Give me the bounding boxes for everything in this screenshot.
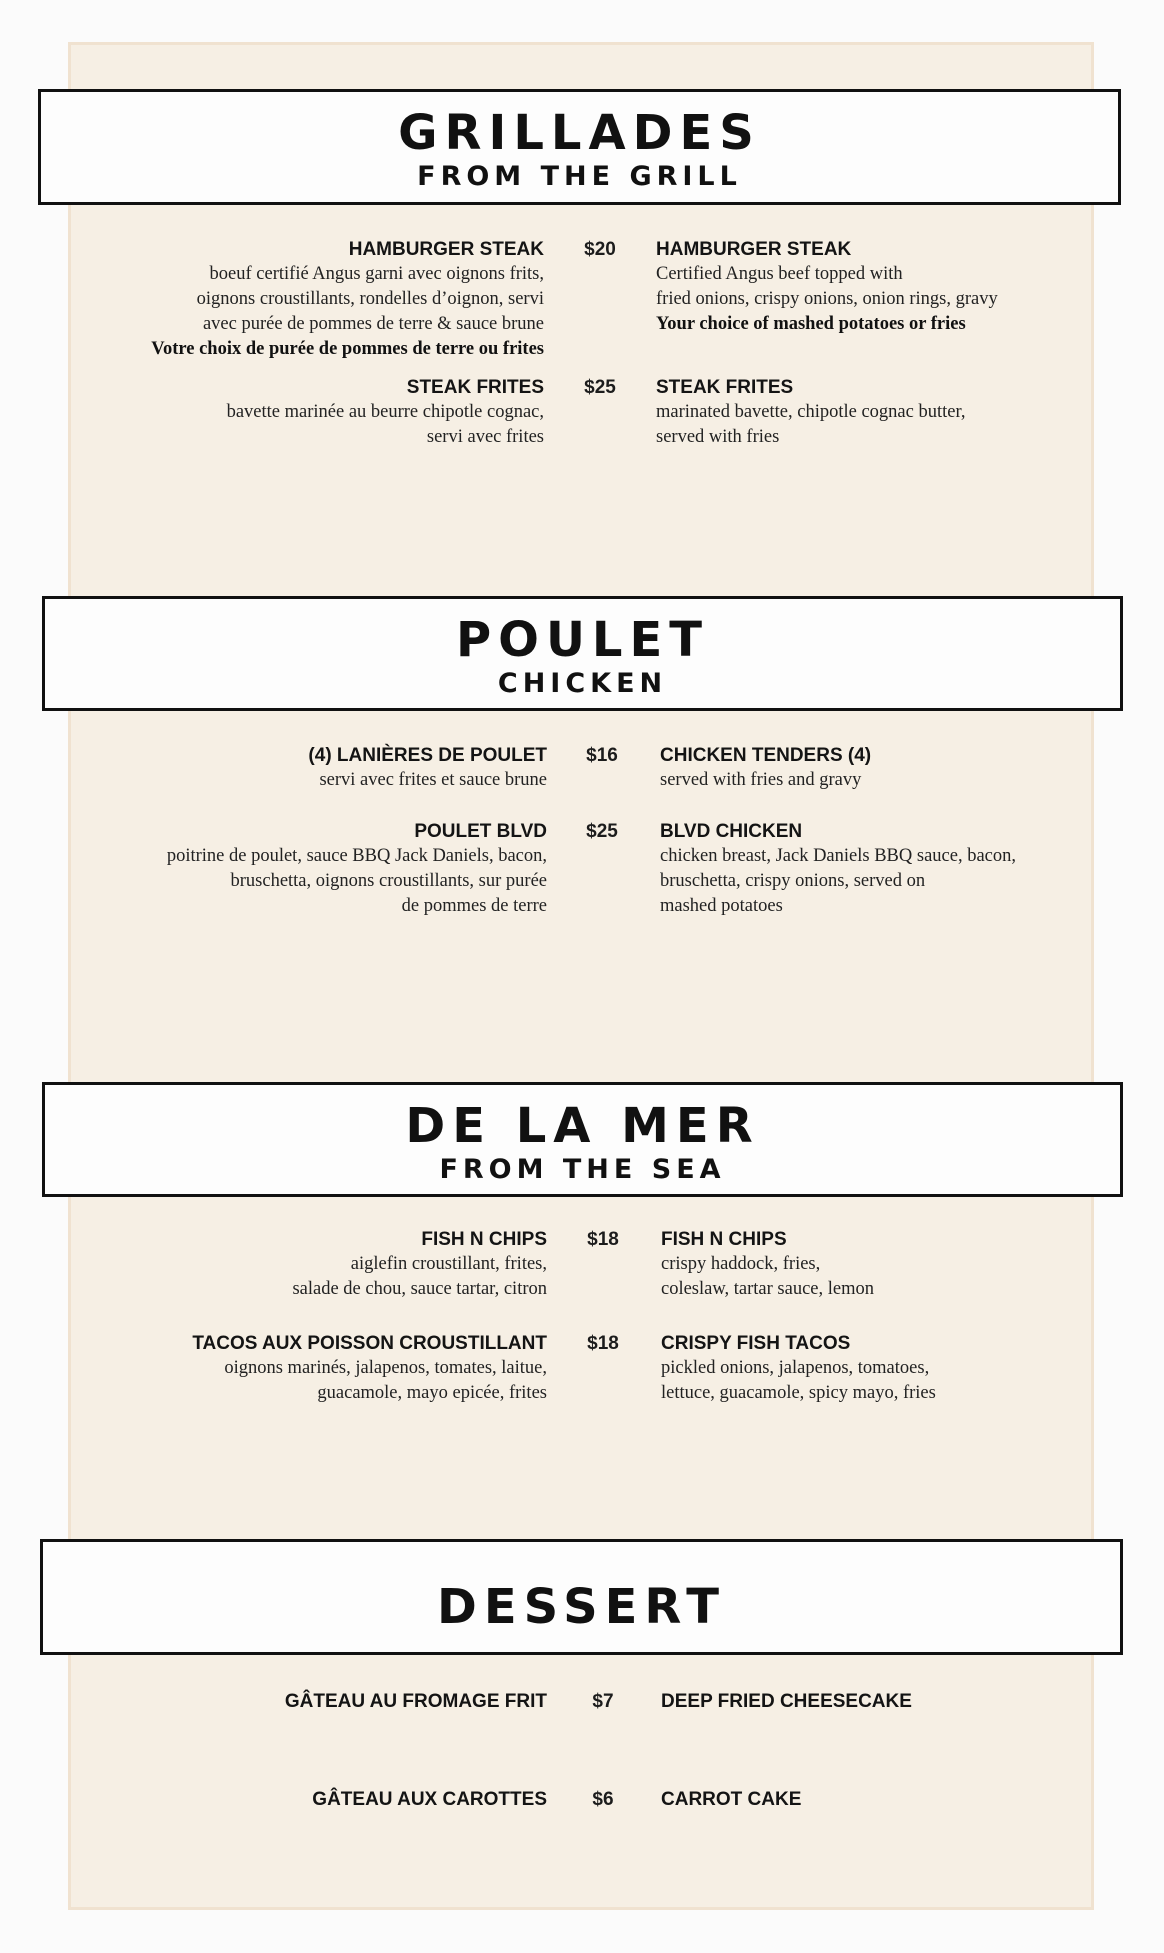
item-desc-fr-line: guacamole, mayo epicée, frites [317,1383,547,1403]
item-desc-fr-line: bruschetta, oignons croustillants, sur purée [230,871,547,891]
item-desc-fr-line: de pommes de terre [401,896,547,916]
item-price: $18 [587,1333,619,1354]
item-price: $16 [586,745,618,766]
item-name-fr: GÂTEAU AUX CAROTTES [312,1789,547,1810]
item-name-en: FISH N CHIPS [661,1229,787,1250]
item-price: $25 [586,821,618,842]
item-desc-en-line: bruschetta, crispy onions, served on [660,871,926,891]
section-header-chicken [42,596,1123,711]
item-en [656,237,1126,337]
section-header-dessert [40,1539,1123,1655]
item-name-en: STEAK FRITES [656,377,794,398]
item-desc-fr-line: bavette marinée au beurre chipotle cognac, [226,402,544,422]
item-desc-en-line: coleslaw, tartar sauce, lemon [661,1279,874,1299]
item-desc-fr-line: avec purée de pommes de terre & sauce brune [202,314,544,334]
item-name-en: HAMBURGER STEAK [656,239,852,260]
item-name-fr: HAMBURGER STEAK [348,239,544,260]
item-desc-fr-line: poitrine de poulet, sauce BBQ Jack Daniels, bacon, [166,846,547,866]
item-en [660,819,1130,919]
item-price: $20 [584,239,616,260]
item-desc-en-line: pickled onions, jalapenos, tomatoes, [661,1358,930,1378]
item-desc-fr-line: boeuf certifié Angus garni avec oignons frits, [209,264,544,284]
item-name-fr: FISH N CHIPS [421,1229,547,1250]
item-desc-en-line: crispy haddock, fries, [661,1254,821,1274]
item-price: $25 [584,377,616,398]
item-name-fr: TACOS AUX POISSON CROUSTILLANT [192,1333,547,1354]
section-title-fr: POULET [455,612,710,668]
item-name-en: CRISPY FISH TACOS [661,1333,851,1354]
item-price: $6 [592,1789,614,1810]
item-name-en: CHICKEN TENDERS (4) [660,745,872,766]
item-fr [0,237,544,362]
item-desc-en-line: marinated bavette, chipotle cognac butter, [656,402,966,422]
section-header-grill [38,89,1121,205]
item-choice-fr: Votre choix de purée de pommes de terre ou frites [151,339,544,359]
item-desc-fr-line: salade de chou, sauce tartar, citron [292,1279,547,1299]
section-title-en: FROM THE SEA [439,1154,726,1185]
item-fr [0,819,547,919]
item-name-en: CARROT CAKE [661,1789,802,1810]
item-en [656,375,1126,450]
item-choice-en: Your choice of mashed potatoes or fries [656,314,966,334]
item-name-fr: STEAK FRITES [406,377,544,398]
item-en [660,743,1130,793]
item-desc-fr-line: servi avec frites [426,427,544,447]
item-name-fr: (4) LANIÈRES DE POULET [308,745,547,766]
item-desc-en-line: mashed potatoes [660,896,783,916]
item-fr [0,375,544,450]
item-name-fr: POULET BLVD [414,821,547,842]
item-desc-en-line: chicken breast, Jack Daniels BBQ sauce, bacon, [660,846,1016,866]
item-desc-en-line: served with fries and gravy [660,770,862,790]
section-title-en: CHICKEN [497,668,668,699]
item-fr [0,743,547,793]
item-en [661,1227,1131,1302]
item-en [661,1787,1131,1812]
item-en [661,1331,1131,1406]
section-title-fr: DE LA MER [405,1098,760,1154]
item-desc-en-line: Certified Angus beef topped with [656,264,903,284]
item-price: $18 [587,1229,619,1250]
section-header-sea [42,1082,1123,1197]
item-desc-en-line: served with fries [656,427,780,447]
item-en [661,1689,1131,1714]
item-desc-en-line: lettuce, guacamole, spicy mayo, fries [661,1383,936,1403]
item-fr [0,1787,547,1812]
item-desc-fr-line: aiglefin croustillant, frites, [350,1254,547,1274]
item-fr [0,1331,547,1406]
item-fr [0,1689,547,1714]
item-desc-en-line: fried onions, crispy onions, onion rings, gravy [656,289,998,309]
item-name-en: BLVD CHICKEN [660,821,803,842]
item-desc-fr-line: servi avec frites et sauce brune [319,770,547,790]
item-fr [0,1227,547,1302]
item-name-en: DEEP FRIED CHEESECAKE [661,1691,912,1712]
item-desc-fr-line: oignons croustillants, rondelles d’oignon, servi [196,289,544,309]
item-desc-fr-line: oignons marinés, jalapenos, tomates, laitue, [224,1358,547,1378]
section-title-en: FROM THE GRILL [417,161,742,192]
section-title-fr: GRILLADES [398,105,761,161]
item-name-fr: GÂTEAU AU FROMAGE FRIT [284,1691,547,1712]
item-price: $7 [592,1691,614,1712]
section-title: DESSERT [437,1579,726,1635]
